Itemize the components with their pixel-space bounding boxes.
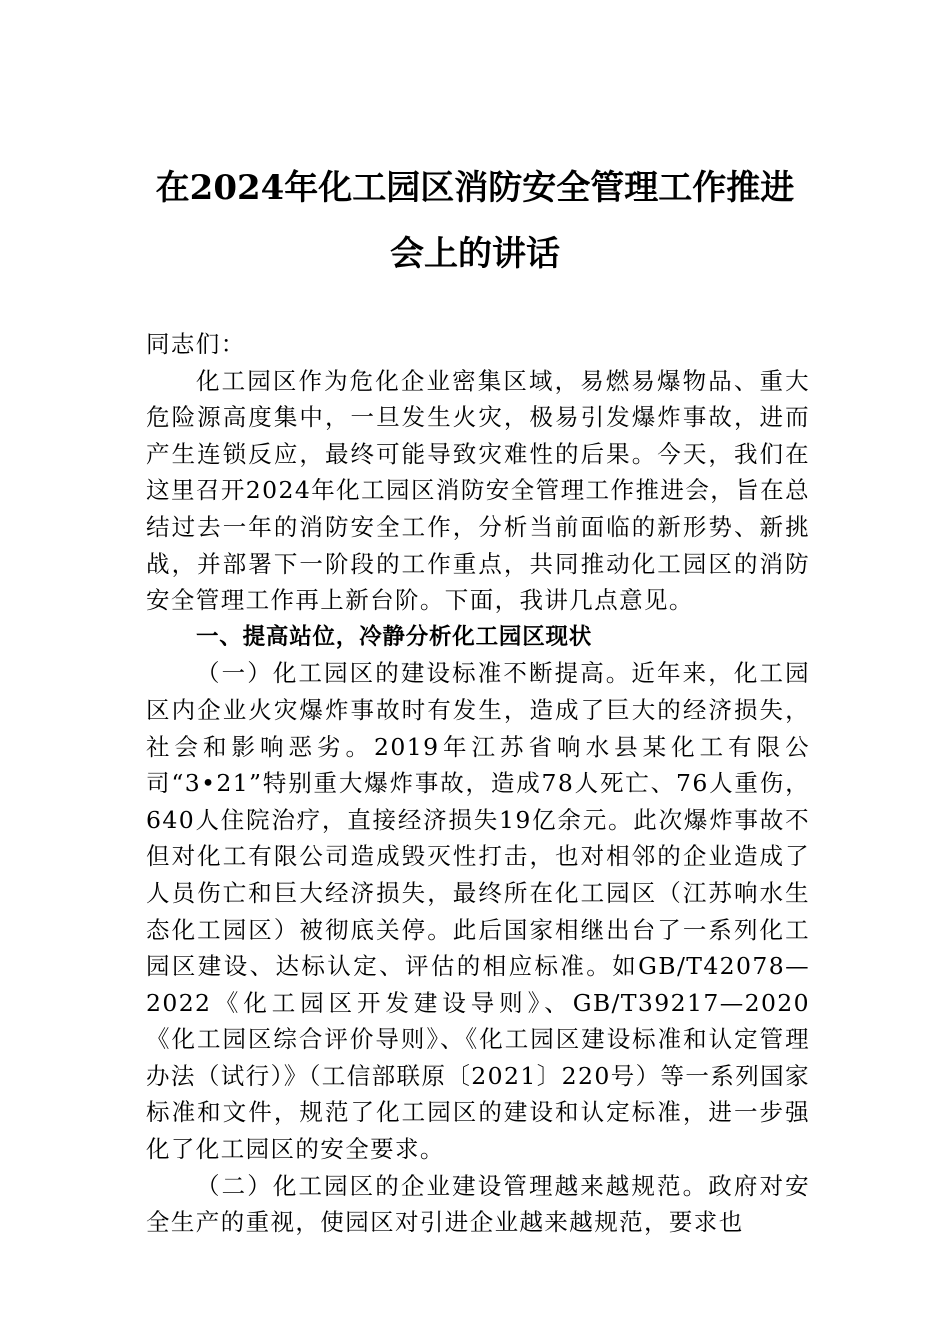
salutation: 同志们： bbox=[146, 330, 246, 358]
document-title-line-1: 在2024年化工园区消防安全管理工作推进 bbox=[155, 168, 795, 208]
section-heading-1: 一、提高站位，冷静分析化工园区现状 bbox=[196, 623, 593, 650]
document-body bbox=[146, 326, 810, 1241]
paragraph-intro: 化工园区作为危化企业密集区域，易燃易爆物品、重大危险源高度集中，一旦发生火灾，极易引发爆炸事故，进而产生连锁反应，最终可能导致灾难性的后果。今天，我们在这里召开2024年化工园区消防安全管理工作推进会，旨在总结过去一年的消防安全工作，分析当前面临的新形势、新挑战，并部署下一阶段的工作重点，共同推动化工园区的消防安全管理工作再上新台阶。下面，我讲几点意见。 bbox=[146, 366, 810, 615]
paragraph-enterprise-management: （二）化工园区的企业建设管理越来越规范。政府对安全生产的重视，使园区对引进企业越来越规范，要求也 bbox=[146, 1171, 810, 1237]
paragraph-construction-standards: （一）化工园区的建设标准不断提高。近年来，化工园区内企业火灾爆炸事故时有发生，造成了巨大的经济损失，社会和影响恶劣。2019年江苏省响水县某化工有限公司“3•21”特别重大爆炸事故，造成78人死亡、76人重伤，640人住院治疗，直接经济损失19亿余元。此次爆炸事故不但对化工有限公司造成毁灭性打击，也对相邻的企业造成了人员伤亡和巨大经济损失，最终所在化工园区（江苏响水生态化工园区）被彻底关停。此后国家相继出台了一系列化工园区建设、达标认定、评估的相应标准。如GB/T42078—2022《化工园区开发建设导则》、GB/T39217—2020《化工园区综合评价导则》、《化工园区建设标准和认定管理办法（试行）》（工信部联原〔2021〕220号）等一系列国家标准和文件，规范了化工园区的建设和认定标准，进一步强化了化工园区的安全要求。 bbox=[146, 659, 810, 1164]
document-title-line-2: 会上的讲话 bbox=[390, 234, 560, 274]
